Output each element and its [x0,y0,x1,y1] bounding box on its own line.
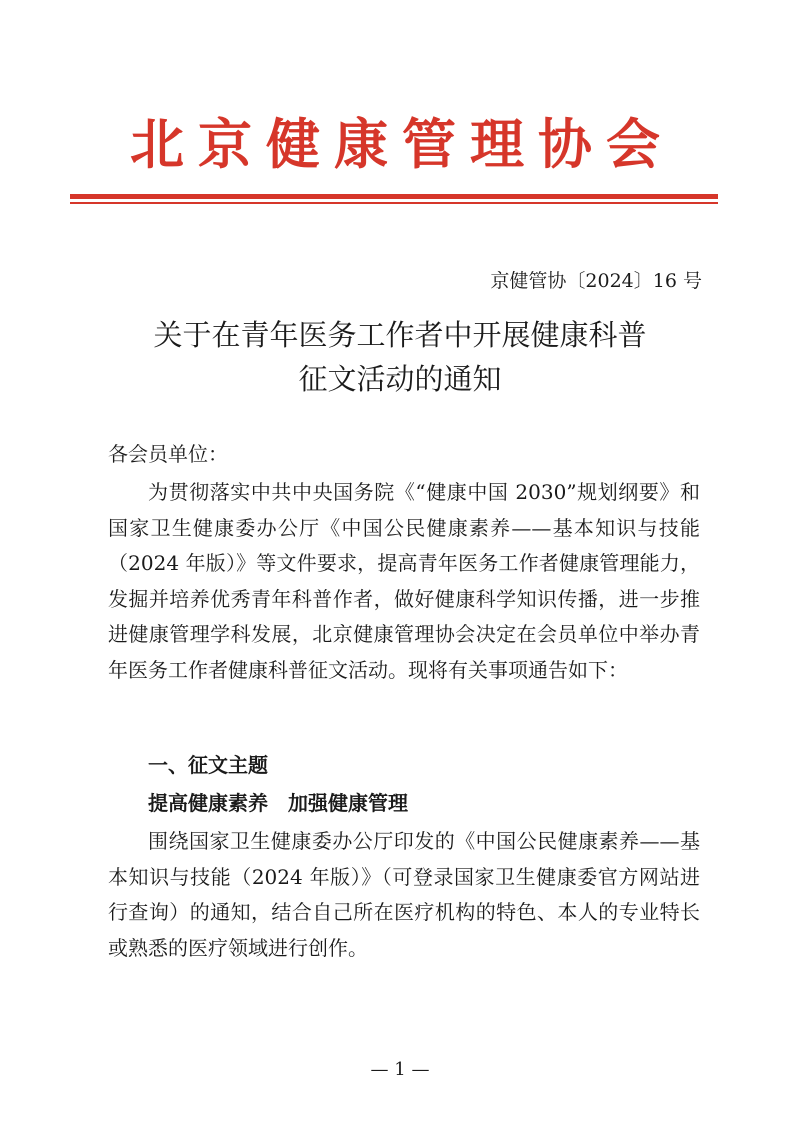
letterhead-divider-thick [70,194,718,199]
letterhead-org-name [70,110,720,180]
salutation: 各会员单位： [108,442,228,466]
letterhead-char: 理 [470,113,524,176]
letterhead-char: 京 [198,113,252,176]
title-line-1: 关于在青年医务工作者中开展健康科普 [153,318,647,352]
letterhead-char: 协 [538,113,592,176]
letterhead-divider-thin [70,202,718,204]
letterhead-char: 康 [334,113,388,176]
document-title [0,313,800,401]
letterhead-char: 会 [606,113,660,176]
theme-statement: 提高健康素养 加强健康管理 [148,791,408,815]
title-line-2: 征文活动的通知 [298,362,502,396]
letterhead-char: 健 [266,113,320,176]
document-number: 京健管协〔2024〕16 号 [490,270,702,292]
section-heading-theme: 一、征文主题 [148,753,268,777]
letterhead-char: 北 [130,113,184,176]
theme-paragraph: 围绕国家卫生健康委办公厅印发的《中国公民健康素养——基本知识与技能（2024 年版）》（可登录国家卫生健康委官方网站进行查询）的通知，结合自己所在医疗机构的特色、本人的专业特长或熟悉的医疗领域进行创作。 [108,829,700,960]
intro-paragraph: 为贯彻落实中共中央国务院《“健康中国 2030”规划纲要》和国家卫生健康委办公厅《中国公民健康素养——基本知识与技能（2024 年版）》等文件要求，提高青年医务工作者健康管理能力，发掘并培养优秀青年科普作者，做好健康科学知识传播，进一步推进健康管理学科发展，北京健康管理协会决定在会员单位中举办青年医务工作者健康科普征文活动。现将有关事项通告如下： [108,480,700,682]
page-number: — 1 — [370,1059,430,1080]
letterhead-char: 管 [402,113,456,176]
